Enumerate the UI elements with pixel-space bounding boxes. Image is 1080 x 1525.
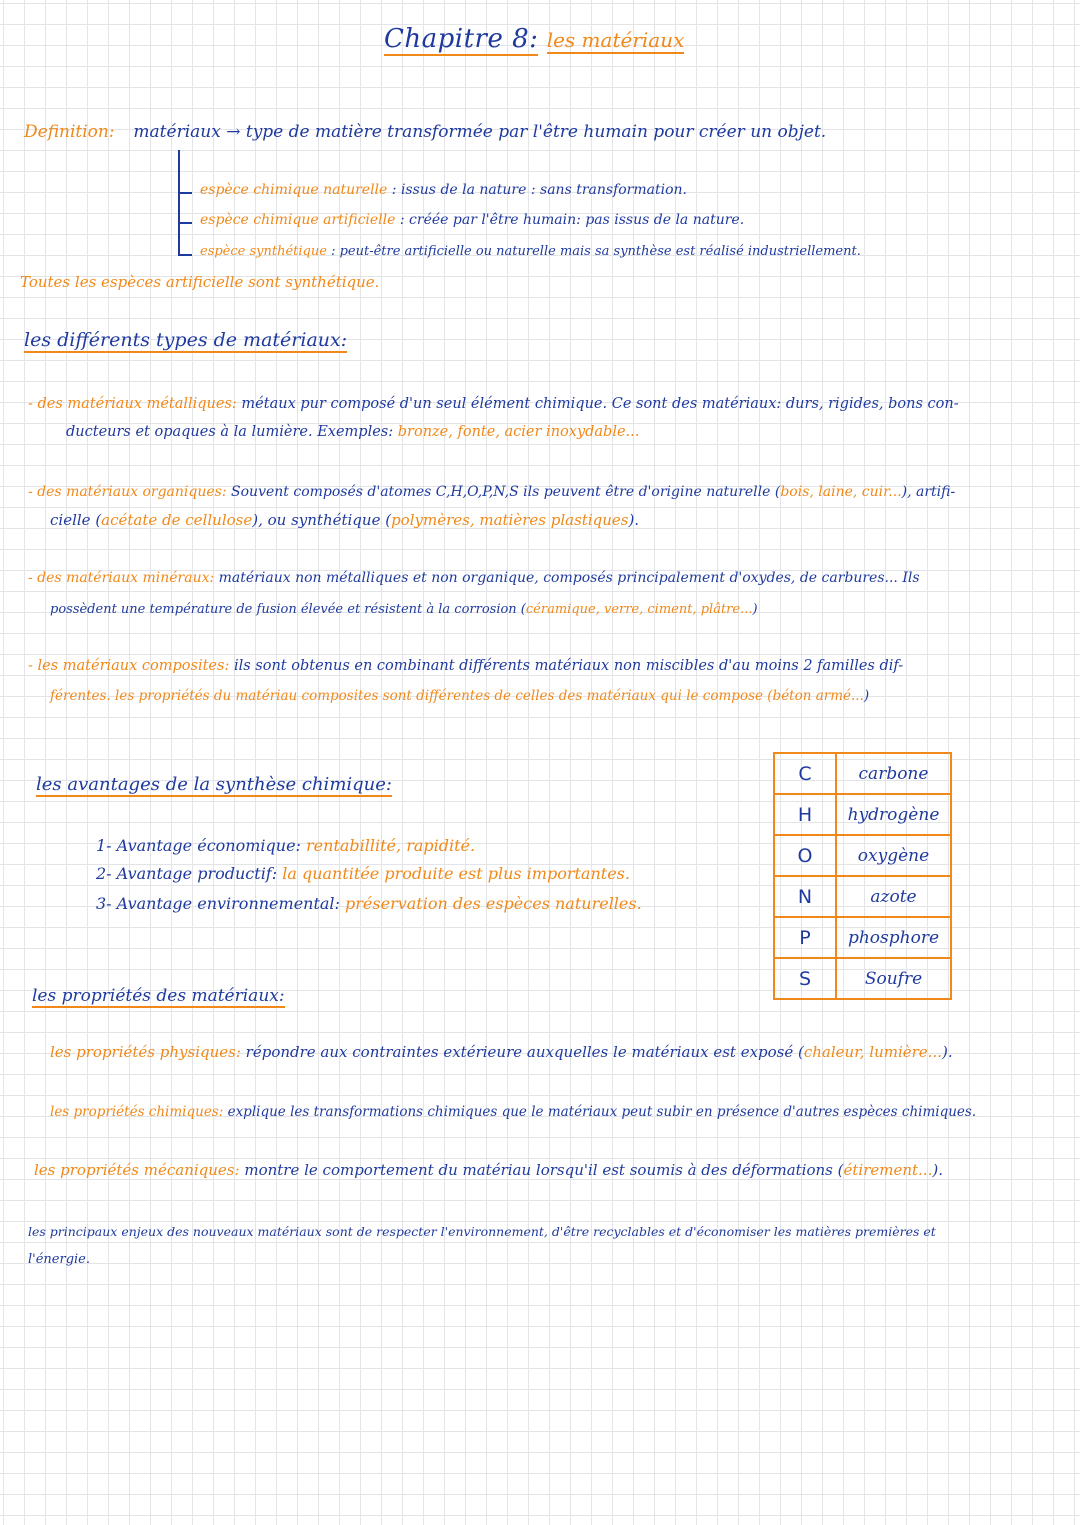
advantage-item xyxy=(96,894,642,914)
elements-table xyxy=(773,752,952,1000)
branch-artificial xyxy=(200,210,744,230)
property-physical xyxy=(50,1042,953,1062)
property-chemical xyxy=(50,1102,976,1122)
composite-desc-2: férentes. les propriétés du matériau composites sont différentes de celles des matériaux qui le compose ( xyxy=(50,688,773,704)
chapter-number: Chapitre 8: xyxy=(384,24,539,54)
page-title xyxy=(384,24,684,54)
composite-close: ) xyxy=(863,688,870,704)
advantage-label: 1- Avantage économique: xyxy=(96,836,301,855)
element-name: oxygène xyxy=(836,835,951,876)
element-symbol: C xyxy=(774,753,836,794)
branch-term: espèce chimique naturelle xyxy=(200,182,388,198)
advantages-heading xyxy=(36,775,392,795)
branch-desc: : créée par l'être humain: pas issus de la nature. xyxy=(399,212,745,228)
advantages-heading-text: les avantages de la synthèse chimique: xyxy=(36,774,392,795)
element-symbol: O xyxy=(774,835,836,876)
property-example: chaleur, lumière... xyxy=(803,1043,942,1061)
organic-artificial-example: acétate de cellulose xyxy=(101,511,253,529)
advantage-label: 3- Avantage environnemental: xyxy=(96,894,340,913)
mineral-line-1 xyxy=(28,568,920,588)
organic-term: - des matériaux organiques: xyxy=(28,484,227,500)
tree-tick xyxy=(178,192,192,194)
table-row xyxy=(774,876,951,917)
table-row xyxy=(774,794,951,835)
property-term: les propriétés physiques: xyxy=(50,1043,241,1061)
advantage-item xyxy=(96,836,475,856)
table-row xyxy=(774,917,951,958)
property-close: ). xyxy=(941,1043,953,1061)
property-desc: explique les transformations chimiques que le matériaux peut subir en présence d'autres espèces chimiques. xyxy=(227,1104,977,1120)
property-term: les propriétés chimiques: xyxy=(50,1104,224,1120)
tree-tick xyxy=(178,254,192,256)
properties-heading xyxy=(32,986,285,1006)
element-symbol: N xyxy=(774,876,836,917)
element-symbol: P xyxy=(774,917,836,958)
tree-bracket xyxy=(178,150,190,256)
branch-term: espèce chimique artificielle xyxy=(200,212,396,228)
property-desc: montre le comportement du matériau lorsqu'il est soumis à des déformations ( xyxy=(244,1161,844,1179)
metal-desc: métaux pur composé d'un seul élément chimique. Ce sont des matériaux: durs, rigides, bons con- xyxy=(241,396,959,412)
note-start: Toutes les espèces xyxy=(20,273,162,291)
note-end: artificielle sont synthétique. xyxy=(165,273,380,291)
table-row xyxy=(774,835,951,876)
mineral-line-2 xyxy=(50,600,758,620)
element-name: azote xyxy=(836,876,951,917)
organic-text: ). xyxy=(628,511,640,529)
mineral-desc-2: possèdent une température de fusion élevée et résistent à la corrosion ( xyxy=(50,602,526,617)
branch-synthetic xyxy=(200,242,861,262)
element-name: Soufre xyxy=(836,958,951,999)
conclusion-line-2: l'énergie. xyxy=(28,1252,91,1267)
advantage-desc: préservation des espèces naturelles. xyxy=(345,894,642,913)
properties-heading-text: les propriétés des matériaux: xyxy=(32,986,285,1006)
composite-desc: ils sont obtenus en combinant différents matériaux non miscibles d'au moins 2 familles dif- xyxy=(233,658,904,674)
property-mechanical xyxy=(34,1160,943,1180)
table-row xyxy=(774,753,951,794)
organic-synthetic-examples: polymères, matières plastiques xyxy=(391,511,629,529)
organic-text: cielle ( xyxy=(50,511,102,529)
types-heading xyxy=(24,330,347,350)
branch-desc: : peut-être artificielle ou naturelle mais sa synthèse est réalisé industriellement. xyxy=(331,244,861,259)
mineral-examples: céramique, verre, ciment, plâtre... xyxy=(525,602,753,617)
branch-term: espèce synthétique xyxy=(200,244,327,259)
mineral-desc: matériaux non métalliques et non organique, composés principalement d'oxydes, de carbures... Ils xyxy=(218,570,920,586)
element-name: phosphore xyxy=(836,917,951,958)
composite-term: - les matériaux composites: xyxy=(28,658,230,674)
definition-label: Definition: xyxy=(24,122,115,142)
organic-desc: Souvent composés d'atomes C,H,O,P,N,S ils peuvent être d'origine naturelle ( xyxy=(231,484,781,500)
tree-tick xyxy=(178,222,192,224)
metal-term: - des matériaux métalliques: xyxy=(28,396,237,412)
definition-note xyxy=(20,272,379,292)
mineral-term: - des matériaux minéraux: xyxy=(28,570,215,586)
advantage-label: 2- Avantage productif: xyxy=(96,864,278,883)
composite-line-2 xyxy=(50,686,869,706)
advantage-item xyxy=(96,864,630,884)
element-name: carbone xyxy=(836,753,951,794)
property-example: étirement... xyxy=(843,1161,933,1179)
definition-text: matériaux → type de matière transformée par l'être humain pour créer un objet. xyxy=(133,122,827,142)
organic-desc-end: ), artifi- xyxy=(901,484,956,500)
advantage-desc: la quantitée produite est plus importantes. xyxy=(282,864,630,883)
property-desc: répondre aux contraintes extérieure auxquelles le matériaux est exposé ( xyxy=(245,1043,804,1061)
metal-line-1 xyxy=(28,394,959,414)
chapter-subject: les matériaux xyxy=(546,28,685,52)
element-symbol: H xyxy=(774,794,836,835)
property-term: les propriétés mécaniques: xyxy=(34,1161,240,1179)
advantage-desc: rentabillité, rapidité. xyxy=(306,836,476,855)
metal-examples: bronze, fonte, acier inoxydable... xyxy=(397,424,640,440)
organic-line-2 xyxy=(50,510,639,530)
definition-line xyxy=(24,122,826,142)
property-close: ). xyxy=(932,1161,943,1179)
composite-example: béton armé... xyxy=(772,688,864,704)
mineral-close: ) xyxy=(752,602,758,617)
metal-line-2 xyxy=(66,422,639,442)
composite-line-1 xyxy=(28,656,903,676)
element-symbol: S xyxy=(774,958,836,999)
element-name: hydrogène xyxy=(836,794,951,835)
branch-natural xyxy=(200,180,687,200)
branch-desc: : issus de la nature : sans transformation. xyxy=(391,182,687,198)
organic-text: ), ou synthétique ( xyxy=(252,511,392,529)
types-heading-text: les différents types de matériaux: xyxy=(24,329,348,351)
organic-line-1 xyxy=(28,482,955,502)
table-row xyxy=(774,958,951,999)
metal-desc-2: ducteurs et opaques à la lumière. Exemples: xyxy=(66,424,394,440)
organic-natural-examples: bois, laine, cuir... xyxy=(780,484,902,500)
conclusion-line-1: les principaux enjeux des nouveaux matériaux sont de respecter l'environnement, d'être recyclables et d'économiser les matières premières et xyxy=(28,1224,936,1239)
